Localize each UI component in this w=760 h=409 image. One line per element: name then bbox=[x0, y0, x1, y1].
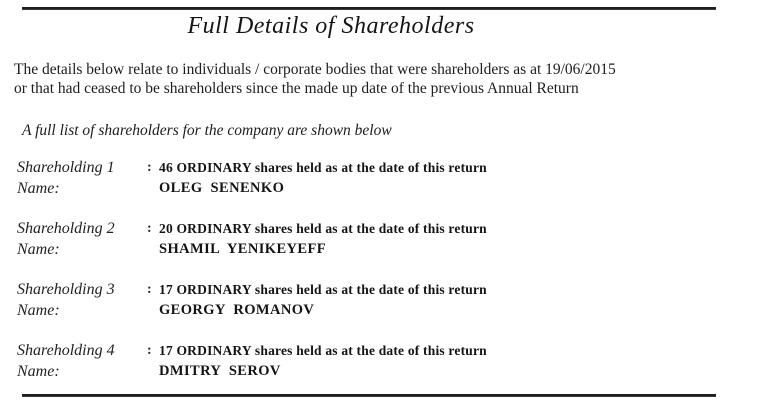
shareholder-name: DMITRY SEROV bbox=[159, 363, 281, 379]
shareholder-name: GEORGY ROMANOV bbox=[159, 302, 315, 318]
colon-spacer bbox=[147, 300, 159, 321]
shareholding-label: Shareholding 2 bbox=[17, 220, 115, 237]
shareholder-list-note: A full list of shareholders for the company are shown below bbox=[22, 122, 392, 139]
top-rule bbox=[22, 7, 716, 10]
shareholding-block-2 bbox=[17, 218, 743, 260]
shareholding-block-1 bbox=[17, 157, 743, 199]
shareholding-block-4 bbox=[17, 340, 743, 382]
document-page bbox=[0, 7, 760, 409]
shareholding-detail: 17 ORDINARY shares held as at the date of this return bbox=[159, 282, 487, 297]
shareholding-label: Shareholding 1 bbox=[17, 159, 115, 176]
shareholding-detail: 46 ORDINARY shares held as at the date of this return bbox=[159, 160, 487, 175]
intro-paragraph bbox=[14, 60, 760, 98]
name-label: Name: bbox=[17, 241, 60, 258]
colon-spacer bbox=[147, 361, 159, 382]
colon-spacer bbox=[147, 178, 159, 199]
colon-separator: : bbox=[147, 160, 152, 175]
name-label: Name: bbox=[17, 302, 60, 319]
title-container bbox=[22, 13, 716, 40]
shareholding-label: Shareholding 3 bbox=[17, 281, 115, 298]
shareholding-label: Shareholding 4 bbox=[17, 342, 115, 359]
shareholding-detail: 17 ORDINARY shares held as at the date of this return bbox=[159, 343, 487, 358]
shareholder-name: OLEG SENENKO bbox=[159, 180, 285, 196]
shareholding-block-3 bbox=[17, 279, 743, 321]
intro-line-1: The details below relate to individuals / corporate bodies that were shareholders as at 19/06/2015 bbox=[14, 61, 616, 78]
colon-spacer bbox=[147, 239, 159, 260]
colon-separator: : bbox=[147, 221, 152, 236]
shareholding-detail: 20 ORDINARY shares held as at the date of this return bbox=[159, 221, 487, 236]
page-title: Full Details of Shareholders bbox=[187, 13, 475, 39]
shareholder-name: SHAMIL YENIKEYEFF bbox=[159, 241, 326, 257]
colon-separator: : bbox=[147, 282, 152, 297]
name-label: Name: bbox=[17, 180, 60, 197]
colon-separator: : bbox=[147, 343, 152, 358]
intro-line-2: or that had ceased to be shareholders since the made up date of the previous Annual Return bbox=[14, 80, 579, 97]
name-label: Name: bbox=[17, 363, 60, 380]
bottom-rule bbox=[22, 394, 716, 397]
